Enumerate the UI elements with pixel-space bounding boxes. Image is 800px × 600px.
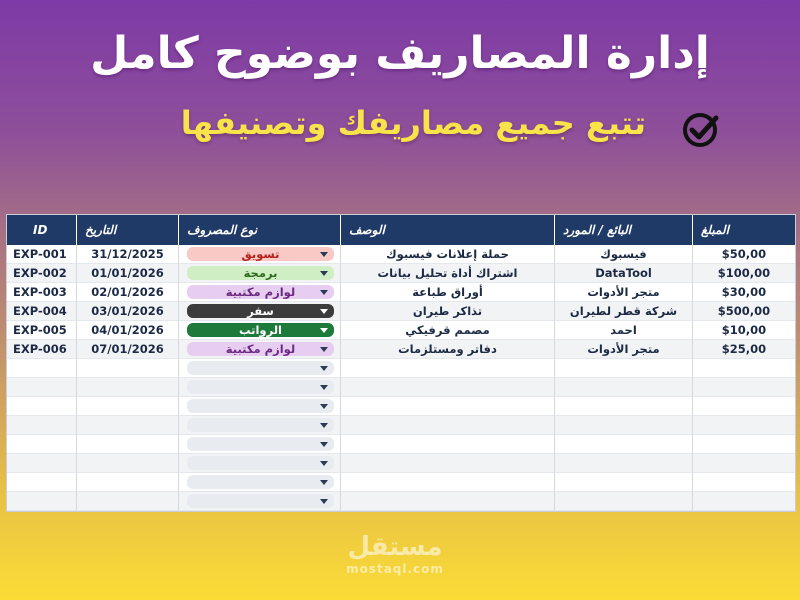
amount-cell[interactable] bbox=[693, 397, 795, 416]
type-cell[interactable] bbox=[179, 264, 341, 283]
description-cell[interactable]: حملة إعلانات فيسبوك bbox=[341, 245, 555, 264]
date-cell[interactable] bbox=[77, 435, 179, 454]
id-cell[interactable] bbox=[7, 416, 77, 435]
type-dropdown[interactable] bbox=[187, 456, 334, 470]
id-cell[interactable] bbox=[7, 359, 77, 378]
type-cell[interactable] bbox=[179, 321, 341, 340]
dropdown-arrow-icon[interactable] bbox=[320, 271, 328, 276]
table-row bbox=[7, 302, 795, 321]
description-cell[interactable] bbox=[341, 359, 555, 378]
check-circle-icon bbox=[680, 106, 724, 150]
hero-subtitle: تتبع جميع مصاريفك وتصنيفها bbox=[180, 104, 646, 142]
table-row bbox=[7, 340, 795, 359]
type-dropdown-label: الرواتب bbox=[239, 323, 282, 337]
dropdown-arrow-icon[interactable] bbox=[320, 461, 328, 466]
type-dropdown[interactable] bbox=[187, 285, 334, 299]
table-row bbox=[7, 454, 795, 473]
dropdown-arrow-icon[interactable] bbox=[320, 385, 328, 390]
id-cell[interactable] bbox=[7, 454, 77, 473]
vendor-cell[interactable] bbox=[555, 378, 693, 397]
table-row bbox=[7, 473, 795, 492]
hero-title: إدارة المصاريف بوضوح كامل bbox=[90, 28, 710, 79]
amount-cell[interactable]: $50,00 bbox=[693, 245, 795, 264]
vendor-cell[interactable]: متجر الأدوات bbox=[555, 340, 693, 359]
id-cell[interactable]: EXP-005 bbox=[7, 321, 77, 340]
type-dropdown[interactable] bbox=[187, 475, 334, 489]
description-cell[interactable]: تذاكر طيران bbox=[341, 302, 555, 321]
table-row bbox=[7, 245, 795, 264]
dropdown-arrow-icon[interactable] bbox=[320, 347, 328, 352]
description-cell[interactable]: اشتراك أداة تحليل بيانات bbox=[341, 264, 555, 283]
date-cell[interactable] bbox=[77, 416, 179, 435]
vendor-cell[interactable] bbox=[555, 454, 693, 473]
type-dropdown-label: برمجة bbox=[243, 266, 278, 280]
description-cell[interactable]: دفاتر ومستلزمات bbox=[341, 340, 555, 359]
vendor-cell[interactable]: شركة قطر لطيران bbox=[555, 302, 693, 321]
date-cell[interactable] bbox=[77, 454, 179, 473]
dropdown-arrow-icon[interactable] bbox=[320, 252, 328, 257]
column-header-date[interactable]: التاريخ bbox=[77, 215, 179, 245]
type-cell[interactable] bbox=[179, 435, 341, 454]
id-cell[interactable]: EXP-004 bbox=[7, 302, 77, 321]
id-cell[interactable] bbox=[7, 473, 77, 492]
type-dropdown[interactable] bbox=[187, 418, 334, 432]
amount-cell[interactable] bbox=[693, 473, 795, 492]
table-row bbox=[7, 283, 795, 302]
date-cell[interactable] bbox=[77, 378, 179, 397]
type-dropdown[interactable] bbox=[187, 304, 334, 318]
id-cell[interactable]: EXP-002 bbox=[7, 264, 77, 283]
type-cell[interactable] bbox=[179, 454, 341, 473]
amount-cell[interactable] bbox=[693, 454, 795, 473]
date-cell[interactable] bbox=[77, 473, 179, 492]
type-dropdown[interactable] bbox=[187, 247, 334, 261]
description-cell[interactable]: مصمم قرفيكي bbox=[341, 321, 555, 340]
watermark-logo bbox=[330, 532, 460, 576]
type-cell[interactable] bbox=[179, 378, 341, 397]
date-cell[interactable]: 02/01/2026 bbox=[77, 283, 179, 302]
table-row bbox=[7, 378, 795, 397]
id-cell[interactable] bbox=[7, 378, 77, 397]
vendor-cell[interactable]: احمد bbox=[555, 321, 693, 340]
amount-cell[interactable]: $10,00 bbox=[693, 321, 795, 340]
type-dropdown-label: لوازم مكتبية bbox=[225, 342, 296, 356]
table-row bbox=[7, 321, 795, 340]
dropdown-arrow-icon[interactable] bbox=[320, 366, 328, 371]
table-row bbox=[7, 359, 795, 378]
id-cell[interactable]: EXP-006 bbox=[7, 340, 77, 359]
type-dropdown[interactable] bbox=[187, 399, 334, 413]
amount-cell[interactable] bbox=[693, 435, 795, 454]
dropdown-arrow-icon[interactable] bbox=[320, 309, 328, 314]
type-cell[interactable] bbox=[179, 359, 341, 378]
type-dropdown-label: سفر bbox=[247, 304, 274, 318]
vendor-cell[interactable] bbox=[555, 359, 693, 378]
type-dropdown[interactable] bbox=[187, 494, 334, 508]
id-cell[interactable] bbox=[7, 435, 77, 454]
amount-cell[interactable] bbox=[693, 359, 795, 378]
dropdown-arrow-icon[interactable] bbox=[320, 423, 328, 428]
date-cell[interactable] bbox=[77, 397, 179, 416]
type-dropdown-label: لوازم مكتبية bbox=[225, 285, 296, 299]
dropdown-arrow-icon[interactable] bbox=[320, 328, 328, 333]
column-header-description[interactable]: الوصف bbox=[341, 215, 555, 245]
date-cell[interactable]: 31/12/2025 bbox=[77, 245, 179, 264]
table-row bbox=[7, 435, 795, 454]
type-cell[interactable] bbox=[179, 245, 341, 264]
vendor-cell[interactable] bbox=[555, 416, 693, 435]
dropdown-arrow-icon[interactable] bbox=[320, 404, 328, 409]
type-cell[interactable] bbox=[179, 283, 341, 302]
table-row bbox=[7, 492, 795, 511]
type-cell[interactable] bbox=[179, 416, 341, 435]
expenses-sheet bbox=[6, 214, 796, 512]
vendor-cell[interactable]: فيسبوك bbox=[555, 245, 693, 264]
id-cell[interactable]: EXP-001 bbox=[7, 245, 77, 264]
dropdown-arrow-icon[interactable] bbox=[320, 480, 328, 485]
description-cell[interactable] bbox=[341, 397, 555, 416]
description-cell[interactable] bbox=[341, 492, 555, 511]
id-cell[interactable] bbox=[7, 492, 77, 511]
column-header-vendor[interactable]: البائع / المورد bbox=[555, 215, 693, 245]
date-cell[interactable]: 04/01/2026 bbox=[77, 321, 179, 340]
type-dropdown[interactable] bbox=[187, 361, 334, 375]
column-header-id[interactable]: ID bbox=[7, 215, 77, 245]
type-cell[interactable] bbox=[179, 492, 341, 511]
description-cell[interactable] bbox=[341, 435, 555, 454]
table-row bbox=[7, 264, 795, 283]
date-cell[interactable] bbox=[77, 492, 179, 511]
amount-cell[interactable] bbox=[693, 416, 795, 435]
description-cell[interactable] bbox=[341, 378, 555, 397]
amount-cell[interactable]: $100,00 bbox=[693, 264, 795, 283]
amount-cell[interactable]: $25,00 bbox=[693, 340, 795, 359]
type-dropdown[interactable] bbox=[187, 266, 334, 280]
id-cell[interactable] bbox=[7, 397, 77, 416]
type-dropdown[interactable] bbox=[187, 437, 334, 451]
dropdown-arrow-icon[interactable] bbox=[320, 290, 328, 295]
table-header-row bbox=[7, 215, 795, 245]
vendor-cell[interactable] bbox=[555, 435, 693, 454]
type-dropdown[interactable] bbox=[187, 323, 334, 337]
amount-cell[interactable]: $500,00 bbox=[693, 302, 795, 321]
description-cell[interactable] bbox=[341, 473, 555, 492]
watermark-latin: mostaql.com bbox=[346, 562, 444, 576]
vendor-cell[interactable] bbox=[555, 473, 693, 492]
vendor-cell[interactable]: متجر الأدوات bbox=[555, 283, 693, 302]
id-cell[interactable]: EXP-003 bbox=[7, 283, 77, 302]
column-header-amount[interactable]: المبلغ bbox=[693, 215, 795, 245]
type-cell[interactable] bbox=[179, 340, 341, 359]
description-cell[interactable]: أوراق طباعة bbox=[341, 283, 555, 302]
date-cell[interactable]: 01/01/2026 bbox=[77, 264, 179, 283]
vendor-cell[interactable] bbox=[555, 492, 693, 511]
date-cell[interactable]: 07/01/2026 bbox=[77, 340, 179, 359]
date-cell[interactable] bbox=[77, 359, 179, 378]
dropdown-arrow-icon[interactable] bbox=[320, 442, 328, 447]
type-dropdown[interactable] bbox=[187, 342, 334, 356]
vendor-cell[interactable]: DataTool bbox=[555, 264, 693, 283]
type-dropdown-label: تسويق bbox=[241, 247, 280, 261]
amount-cell[interactable]: $30,00 bbox=[693, 283, 795, 302]
description-cell[interactable] bbox=[341, 454, 555, 473]
column-header-type[interactable]: نوع المصروف bbox=[179, 215, 341, 245]
type-cell[interactable] bbox=[179, 473, 341, 492]
type-dropdown[interactable] bbox=[187, 380, 334, 394]
amount-cell[interactable] bbox=[693, 492, 795, 511]
dropdown-arrow-icon[interactable] bbox=[320, 499, 328, 504]
watermark-arabic: مستقل bbox=[347, 532, 443, 562]
table-body bbox=[7, 245, 795, 511]
date-cell[interactable]: 03/01/2026 bbox=[77, 302, 179, 321]
description-cell[interactable] bbox=[341, 416, 555, 435]
table-row bbox=[7, 416, 795, 435]
type-cell[interactable] bbox=[179, 397, 341, 416]
amount-cell[interactable] bbox=[693, 378, 795, 397]
vendor-cell[interactable] bbox=[555, 397, 693, 416]
table-row bbox=[7, 397, 795, 416]
type-cell[interactable] bbox=[179, 302, 341, 321]
